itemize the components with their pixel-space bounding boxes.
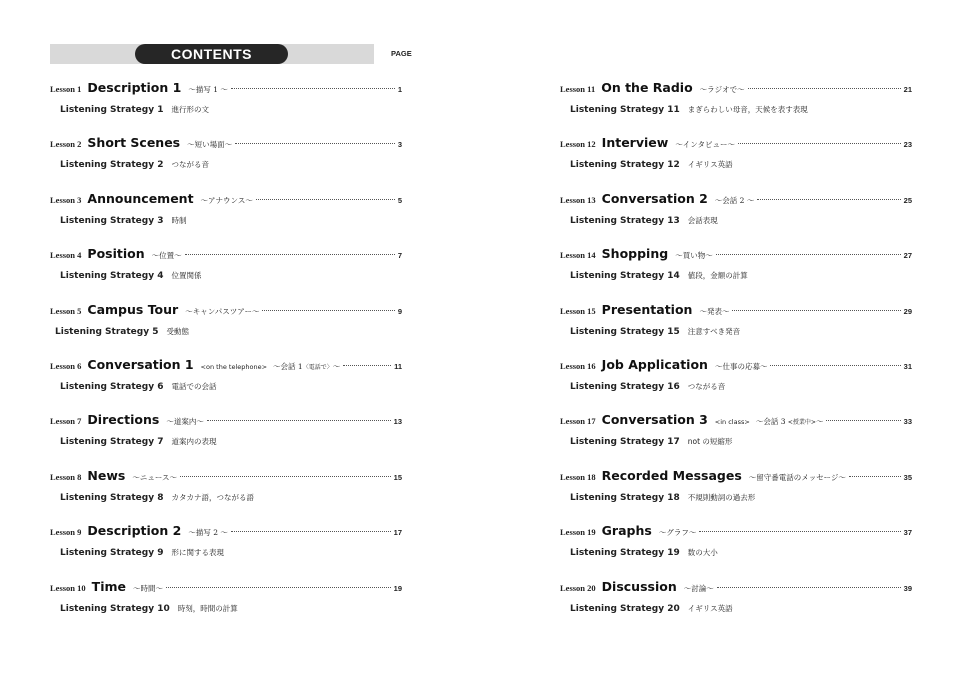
strategy-description: 電話での会話 [171,382,217,391]
lesson-title[interactable]: Campus Tour [87,301,179,317]
page-number[interactable]: 25 [903,195,912,205]
strategy-line [50,152,402,171]
lesson-number: Lesson 1 [50,84,82,94]
toc-entry[interactable] [50,135,402,175]
lesson-number: Lesson 12 [560,139,596,150]
strategy-label: Listening Strategy 1 [60,105,164,115]
lesson-heading-line [560,135,912,151]
lesson-heading-line [50,357,402,373]
lesson-heading-line [50,412,402,428]
toc-entry[interactable] [50,523,402,563]
lesson-subtitle [132,472,177,483]
strategy-description: 不規則動詞の過去形 [687,492,756,502]
page-number[interactable]: 27 [903,251,912,261]
lesson-subtitle-text: ～位置～ [151,251,182,261]
lesson-subtitle-text: ～キャンパスツアー～ [185,306,260,316]
strategy-label: Listening Strategy 12 [570,160,680,171]
lesson-subtitle-text: ～グラフ～ [658,528,697,538]
strategy-description: イギリス英語 [687,160,733,170]
strategy-description: つながる音 [687,382,726,391]
page-number[interactable]: 33 [903,417,912,427]
strategy-description: カタカナ語，つながる語 [171,492,254,502]
lesson-subtitle [756,416,824,427]
lesson-number: Lesson 11 [560,84,596,94]
page-number[interactable]: 31 [903,362,912,371]
strategy-description: 形に関する表現 [171,548,224,558]
lesson-subtitle-text: ～描写 1 ～ [188,85,228,94]
lesson-subtitle-text: ～会話 2 ～ [714,195,755,205]
lesson-number: Lesson 5 [50,305,82,316]
page-number[interactable]: 5 [397,195,402,205]
dotted-leader [235,143,395,144]
lesson-title[interactable]: Discussion [601,578,677,594]
strategy-description: 注意すべき発音 [687,326,741,336]
toc-entry[interactable] [50,191,402,231]
contents-title: CONTENTS [135,44,288,64]
lesson-heading-line [560,246,912,262]
lesson-heading-line [560,302,912,318]
strategy-label: Listening Strategy 11 [570,105,680,115]
dotted-leader [699,531,900,532]
lesson-title[interactable]: Description 1 [87,80,182,95]
strategy-description: not の短縮形 [687,437,733,447]
strategy-line [560,97,912,116]
lesson-title[interactable]: Short Scenes [87,135,181,151]
strategy-label: Listening Strategy 9 [60,548,164,559]
strategy-label: Listening Strategy 8 [60,492,164,503]
toc-entry[interactable] [50,468,402,508]
dotted-leader [716,254,901,255]
page-number[interactable]: 39 [903,583,912,593]
lesson-subtitle-text: ～インタビュー～ [675,140,736,150]
toc-entry[interactable] [50,302,402,342]
toc-entry[interactable] [560,412,912,452]
lesson-heading-line [560,468,912,484]
lesson-number: Lesson 13 [560,194,596,205]
lesson-title[interactable]: Shopping [601,246,669,262]
lesson-subtitle-text: ～会話 1 [273,362,303,371]
dotted-leader [207,420,391,421]
lesson-title[interactable]: Time [91,578,126,594]
page-number[interactable]: 15 [393,472,402,482]
lesson-subtitle [675,250,713,261]
strategy-label: Listening Strategy 15 [570,326,680,337]
lesson-subtitle [699,306,729,317]
toc-entry[interactable] [50,246,402,286]
dotted-leader [748,88,901,89]
strategy-description: 会話表現 [687,215,718,225]
lesson-title[interactable]: Graphs [601,523,652,539]
lesson-number: Lesson 2 [50,139,82,150]
toc-entry[interactable] [560,357,912,397]
toc-entry[interactable] [560,523,912,563]
lesson-subtitle [201,195,253,206]
lesson-number: Lesson 16 [560,361,596,371]
lesson-title[interactable]: Conversation 3 [601,412,708,428]
strategy-line [50,540,402,559]
dotted-leader [770,365,900,366]
dotted-leader [738,143,901,144]
lesson-title[interactable]: Interview [601,135,669,151]
lesson-number: Lesson 18 [560,471,596,482]
lesson-title[interactable]: On the Radio [601,80,693,95]
strategy-label: Listening Strategy 10 [60,603,170,614]
strategy-line [50,263,402,282]
strategy-label: Listening Strategy 7 [60,437,164,448]
lesson-heading-line [560,523,912,539]
dotted-leader [826,420,900,421]
lesson-subtitle [659,527,697,538]
lesson-heading-line [50,579,402,595]
lesson-heading-line [50,468,402,484]
page-number[interactable]: 29 [903,306,912,316]
toc-entry[interactable] [560,579,912,619]
lesson-subtitle-text: ～道案内～ [166,417,204,427]
strategy-label: Listening Strategy 6 [60,382,164,392]
dotted-leader [717,587,901,588]
lesson-subtitle [188,527,228,538]
toc-column-left [50,0,402,678]
page-number[interactable]: 9 [397,306,402,316]
lesson-heading-line [50,191,402,207]
lesson-title[interactable]: Directions [87,412,160,428]
lesson-subtitle-text: ～ラジオで～ [699,85,745,94]
lesson-number: Lesson 7 [50,416,82,427]
strategy-line [50,319,402,338]
toc-entry[interactable] [560,80,912,120]
lesson-subtitle [152,250,182,261]
lesson-title[interactable]: Conversation 1 [87,357,194,372]
lesson-number: Lesson 15 [560,305,596,316]
lesson-heading-line [560,357,912,373]
lesson-subtitle-text: ～会話 3 [755,417,788,427]
strategy-line [560,263,912,282]
lesson-subtitle-text: ～留守番電話のメッセージ～ [748,472,846,482]
lesson-subtitle [133,583,163,594]
strategy-description: 道案内の表現 [171,437,217,447]
lesson-number: Lesson 19 [560,527,596,538]
lesson-subtitle [715,361,768,372]
toc-entry[interactable] [560,302,912,342]
lesson-title[interactable]: Job Application [601,357,708,372]
dotted-leader [231,88,395,89]
dotted-leader [732,310,900,311]
strategy-description: イギリス英語 [687,603,733,613]
lesson-number: Lesson 3 [50,194,82,205]
strategy-line [560,208,912,227]
dotted-leader [231,531,391,532]
toc-entry[interactable] [560,246,912,286]
toc-entry[interactable] [560,191,912,231]
toc-entry[interactable] [50,412,402,452]
lesson-subtitle-text: ～描写 2 ～ [188,528,228,538]
strategy-label: Listening Strategy 13 [570,215,680,226]
strategy-line [560,374,912,393]
strategy-label: Listening Strategy 17 [570,437,680,448]
strategy-line [50,97,402,116]
lesson-title[interactable]: Recorded Messages [601,467,742,483]
page-number[interactable]: 1 [397,85,402,94]
lesson-subtitle-text: ～短い場面～ [187,140,233,150]
lesson-heading-line [560,191,912,207]
page-column-label: PAGE [391,49,412,58]
page-number[interactable]: 19 [393,583,402,593]
lesson-subtitle [187,139,232,150]
lesson-subtitle-end: ～ [815,417,824,427]
lesson-number: Lesson 10 [50,582,86,593]
strategy-label: Listening Strategy 20 [570,603,680,614]
lesson-subtitle-text: ～発表～ [699,306,730,316]
strategy-line [50,429,402,448]
lesson-subtitle-text: ～仕事の応募～ [714,362,768,371]
lesson-subtitle-text: ～時間～ [133,583,163,593]
lesson-heading-line [560,80,912,96]
strategy-description: 時刻，時間の計算 [177,603,238,613]
strategy-line [50,596,402,615]
lesson-title-note: <in class> [714,418,750,427]
lesson-subtitle-text: ～アナウンス～ [200,195,253,205]
toc-entry[interactable] [50,80,402,120]
dotted-leader [256,199,395,200]
lesson-subtitle [185,306,259,317]
strategy-description: つながる音 [171,160,209,170]
strategy-description: 受動態 [166,326,189,336]
lesson-heading-line [560,579,912,595]
strategy-line [560,319,912,338]
lesson-subtitle-end: ～ [332,362,341,371]
strategy-line [560,596,912,615]
dotted-leader [185,254,395,255]
lesson-subtitle-small: 〈電話で〉 [302,364,333,371]
strategy-line [560,152,912,171]
lesson-subtitle [749,472,846,483]
lesson-subtitle [675,139,735,150]
strategy-label: Listening Strategy 14 [570,271,680,282]
lesson-heading-line [50,302,402,318]
strategy-label: Listening Strategy 3 [60,215,164,226]
strategy-label: Listening Strategy 18 [570,492,680,503]
lesson-title[interactable]: Announcement [87,190,194,206]
dotted-leader [757,199,900,200]
toc-entry[interactable] [50,579,402,619]
toc-entry[interactable] [560,468,912,508]
strategy-line [560,429,912,448]
lesson-subtitle-text: ～討論～ [683,583,714,593]
lesson-number: Lesson 8 [50,471,82,482]
strategy-label: Listening Strategy 16 [570,382,680,392]
strategy-description: 時制 [171,215,187,225]
page-number[interactable]: 35 [903,472,912,482]
strategy-label: Listening Strategy 2 [60,160,164,171]
lesson-number: Lesson 9 [50,527,82,538]
strategy-line [50,485,402,504]
strategy-line [50,208,402,227]
strategy-line [560,540,912,559]
strategy-description: まぎらわしい母音，天候を表す表現 [687,105,808,114]
strategy-line [50,374,402,393]
page-number[interactable]: 3 [397,140,402,150]
lesson-subtitle [273,361,340,372]
page-number[interactable]: 21 [903,85,912,94]
lesson-title-note: <on the telephone> [200,363,268,371]
dotted-leader [262,310,394,311]
lesson-number: Lesson 4 [50,250,82,261]
lesson-subtitle [188,84,228,95]
lesson-heading-line [50,246,402,262]
strategy-description: 数の大小 [687,548,718,558]
lesson-number: Lesson 14 [560,250,596,261]
strategy-line [560,485,912,504]
lesson-subtitle-text: ～ニュース～ [132,472,177,482]
dotted-leader [166,587,391,588]
page-number[interactable]: 37 [903,528,912,538]
toc-column-right [560,0,912,678]
strategy-description: 位置関係 [171,271,202,281]
strategy-label: Listening Strategy 19 [570,548,680,559]
strategy-label: Listening Strategy 5 [55,326,159,337]
dotted-leader [180,476,391,477]
page-number[interactable]: 17 [393,528,402,538]
toc-entry[interactable] [50,357,402,397]
lesson-subtitle-small: <授業中> [787,419,816,427]
lesson-subtitle [715,195,755,206]
lesson-title[interactable]: Presentation [601,301,693,317]
lesson-title[interactable]: Description 2 [87,523,182,539]
lesson-heading-line [560,412,912,428]
lesson-title[interactable]: Conversation 2 [601,190,708,206]
lesson-heading-line [50,523,402,539]
page-number[interactable]: 13 [393,417,402,427]
page-number[interactable]: 7 [397,251,402,261]
page-number[interactable]: 23 [903,140,912,150]
strategy-description: 進行形の文 [171,105,209,114]
lesson-number: Lesson 20 [560,582,596,593]
lesson-number: Lesson 6 [50,361,82,371]
lesson-subtitle [166,416,204,427]
lesson-subtitle [700,84,745,95]
toc-entry[interactable] [560,135,912,175]
dotted-leader [849,476,901,477]
lesson-subtitle-text: ～買い物～ [675,251,713,261]
dotted-leader [343,365,391,366]
lesson-title[interactable]: News [87,467,126,483]
strategy-description: 値段，金額の計算 [687,271,748,281]
strategy-label: Listening Strategy 4 [60,271,164,282]
page-number[interactable]: 11 [394,362,402,371]
lesson-title[interactable]: Position [87,246,145,262]
lesson-heading-line [50,80,402,96]
lesson-number: Lesson 17 [560,416,596,427]
lesson-heading-line [50,135,402,151]
lesson-subtitle [684,583,714,594]
